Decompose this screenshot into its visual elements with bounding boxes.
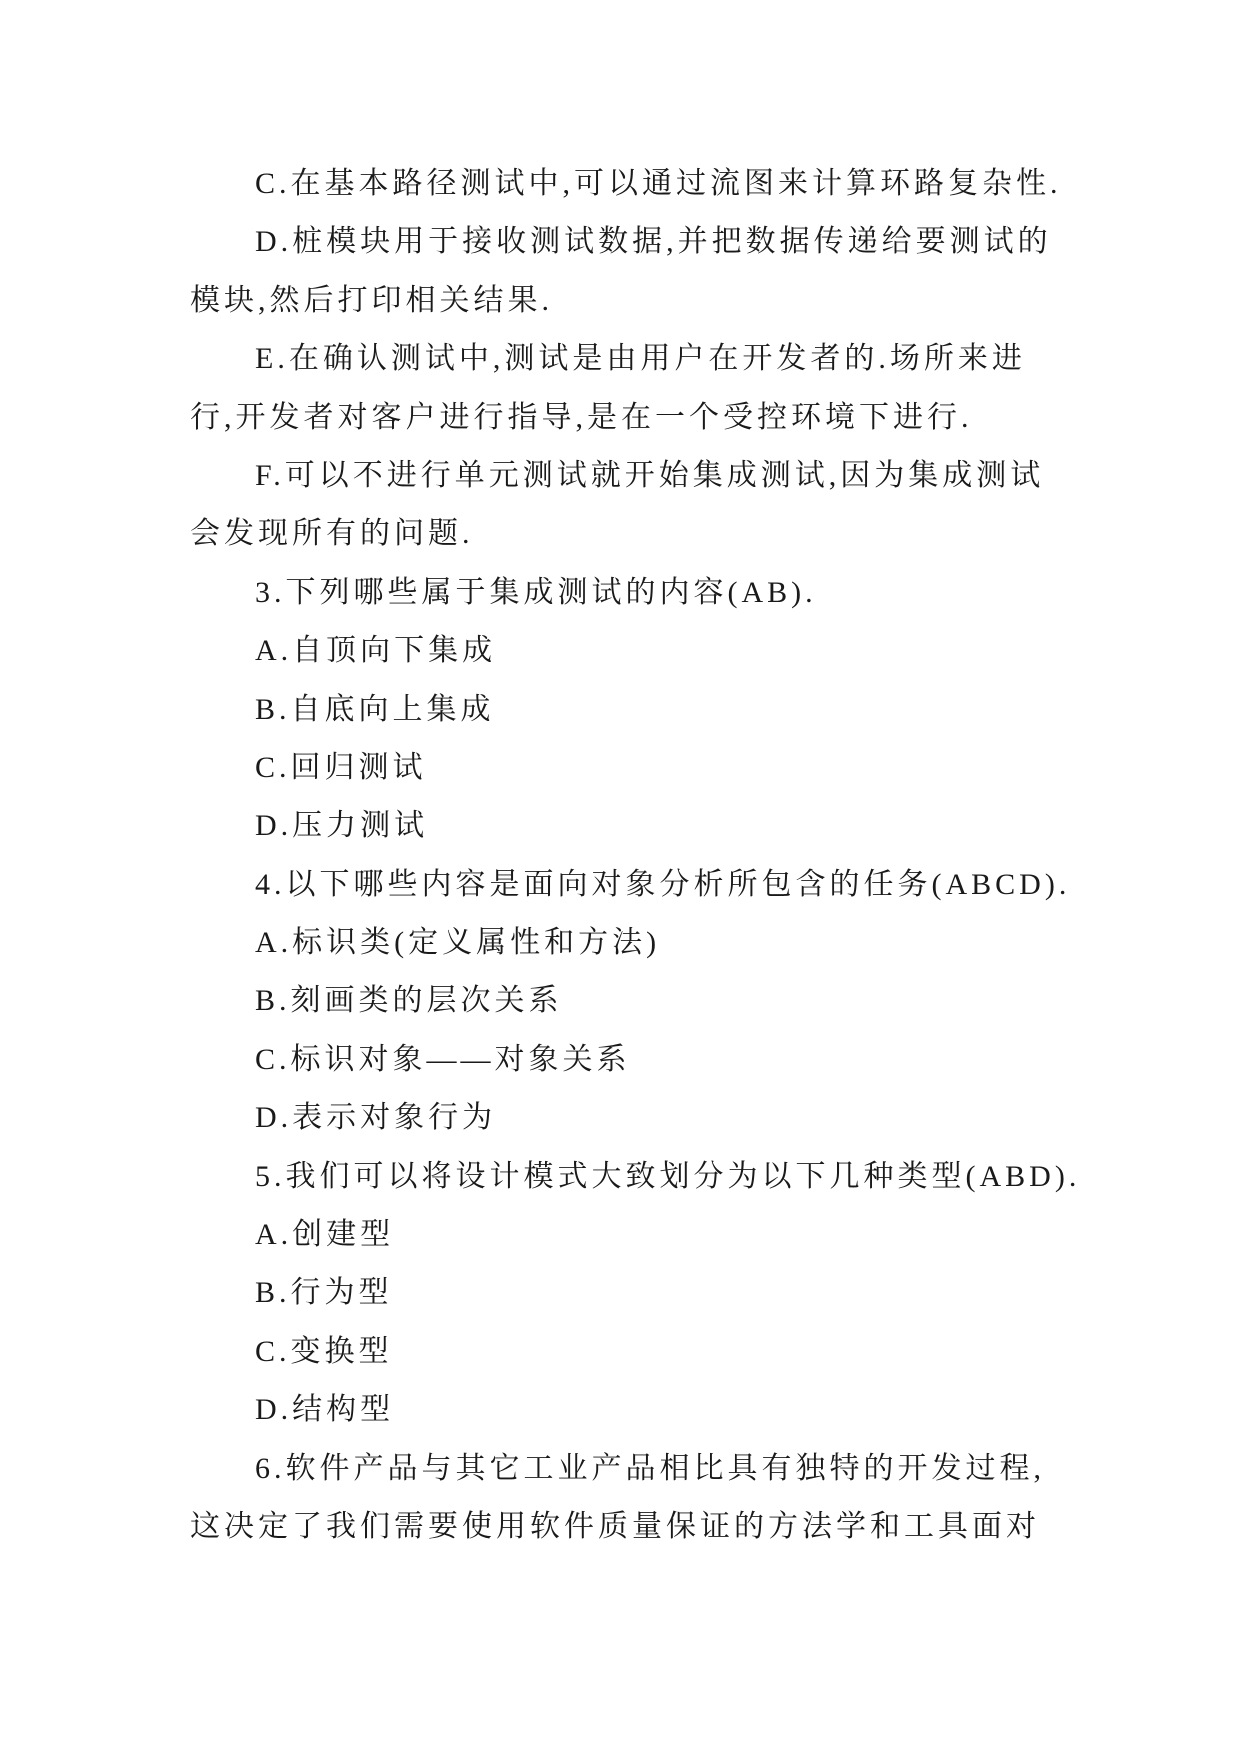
question-5-option-d (0, 1381, 1241, 1439)
question-6 (0, 1440, 1241, 1557)
paragraph-line: 模块,然后打印相关结果. (190, 283, 553, 317)
question-text: 4.以下哪些内容是面向对象分析所包含的任务(ABCD). (255, 867, 1071, 901)
option-e-statement (0, 330, 1241, 447)
option-text: A.标识类(定义属性和方法) (255, 926, 661, 960)
question-5-option-b (0, 1264, 1241, 1322)
question-4 (0, 856, 1241, 914)
paragraph-line: C.在基本路径测试中,可以通过流图来计算环路复杂性. (255, 167, 1062, 200)
option-text: A.创建型 (255, 1218, 395, 1252)
paragraph-line: 会发现所有的问题. (190, 517, 474, 551)
question-5 (0, 1148, 1241, 1206)
question-4-option-b (0, 972, 1241, 1030)
option-text: B.刻画类的层次关系 (255, 984, 563, 1018)
question-4-option-a (0, 914, 1241, 972)
paragraph-line: E.在确认测试中,测试是由用户在开发者的.场所来进 (255, 342, 1026, 376)
option-d-statement (0, 213, 1241, 330)
option-text: B.自底向上集成 (255, 692, 495, 726)
option-f-statement (0, 447, 1241, 564)
option-text: C.标识对象——对象关系 (255, 1042, 631, 1076)
question-text: 3.下列哪些属于集成测试的内容(AB). (255, 575, 817, 609)
option-text: D.结构型 (255, 1393, 395, 1427)
paragraph-line: 行,开发者对客户进行指导,是在一个受控环境下进行. (190, 400, 973, 434)
option-c-statement (0, 155, 1241, 213)
question-3-option-c (0, 739, 1241, 797)
option-text: B.行为型 (255, 1276, 393, 1310)
option-text: A.自顶向下集成 (255, 634, 497, 668)
question-text: 6.软件产品与其它工业产品相比具有独特的开发过程, (255, 1451, 1045, 1485)
option-text: C.变换型 (255, 1334, 393, 1368)
paragraph-line: D.桩模块用于接收测试数据,并把数据传递给要测试的 (255, 225, 1052, 259)
option-text: D.压力测试 (255, 809, 429, 843)
question-text: 5.我们可以将设计模式大致划分为以下几种类型(ABD). (255, 1159, 1081, 1193)
question-3-option-d (0, 797, 1241, 855)
question-4-option-c (0, 1031, 1241, 1089)
option-text: D.表示对象行为 (255, 1101, 497, 1135)
question-4-option-d (0, 1089, 1241, 1147)
question-3-option-a (0, 622, 1241, 680)
option-text: C.回归测试 (255, 750, 427, 784)
question-5-option-a (0, 1206, 1241, 1264)
paragraph-line: F.可以不进行单元测试就开始集成测试,因为集成测试 (255, 458, 1045, 492)
question-3 (0, 564, 1241, 622)
question-5-option-c (0, 1323, 1241, 1381)
question-3-option-b (0, 681, 1241, 739)
question-text: 这决定了我们需要使用软件质量保证的方法学和工具面对 (190, 1509, 1040, 1543)
